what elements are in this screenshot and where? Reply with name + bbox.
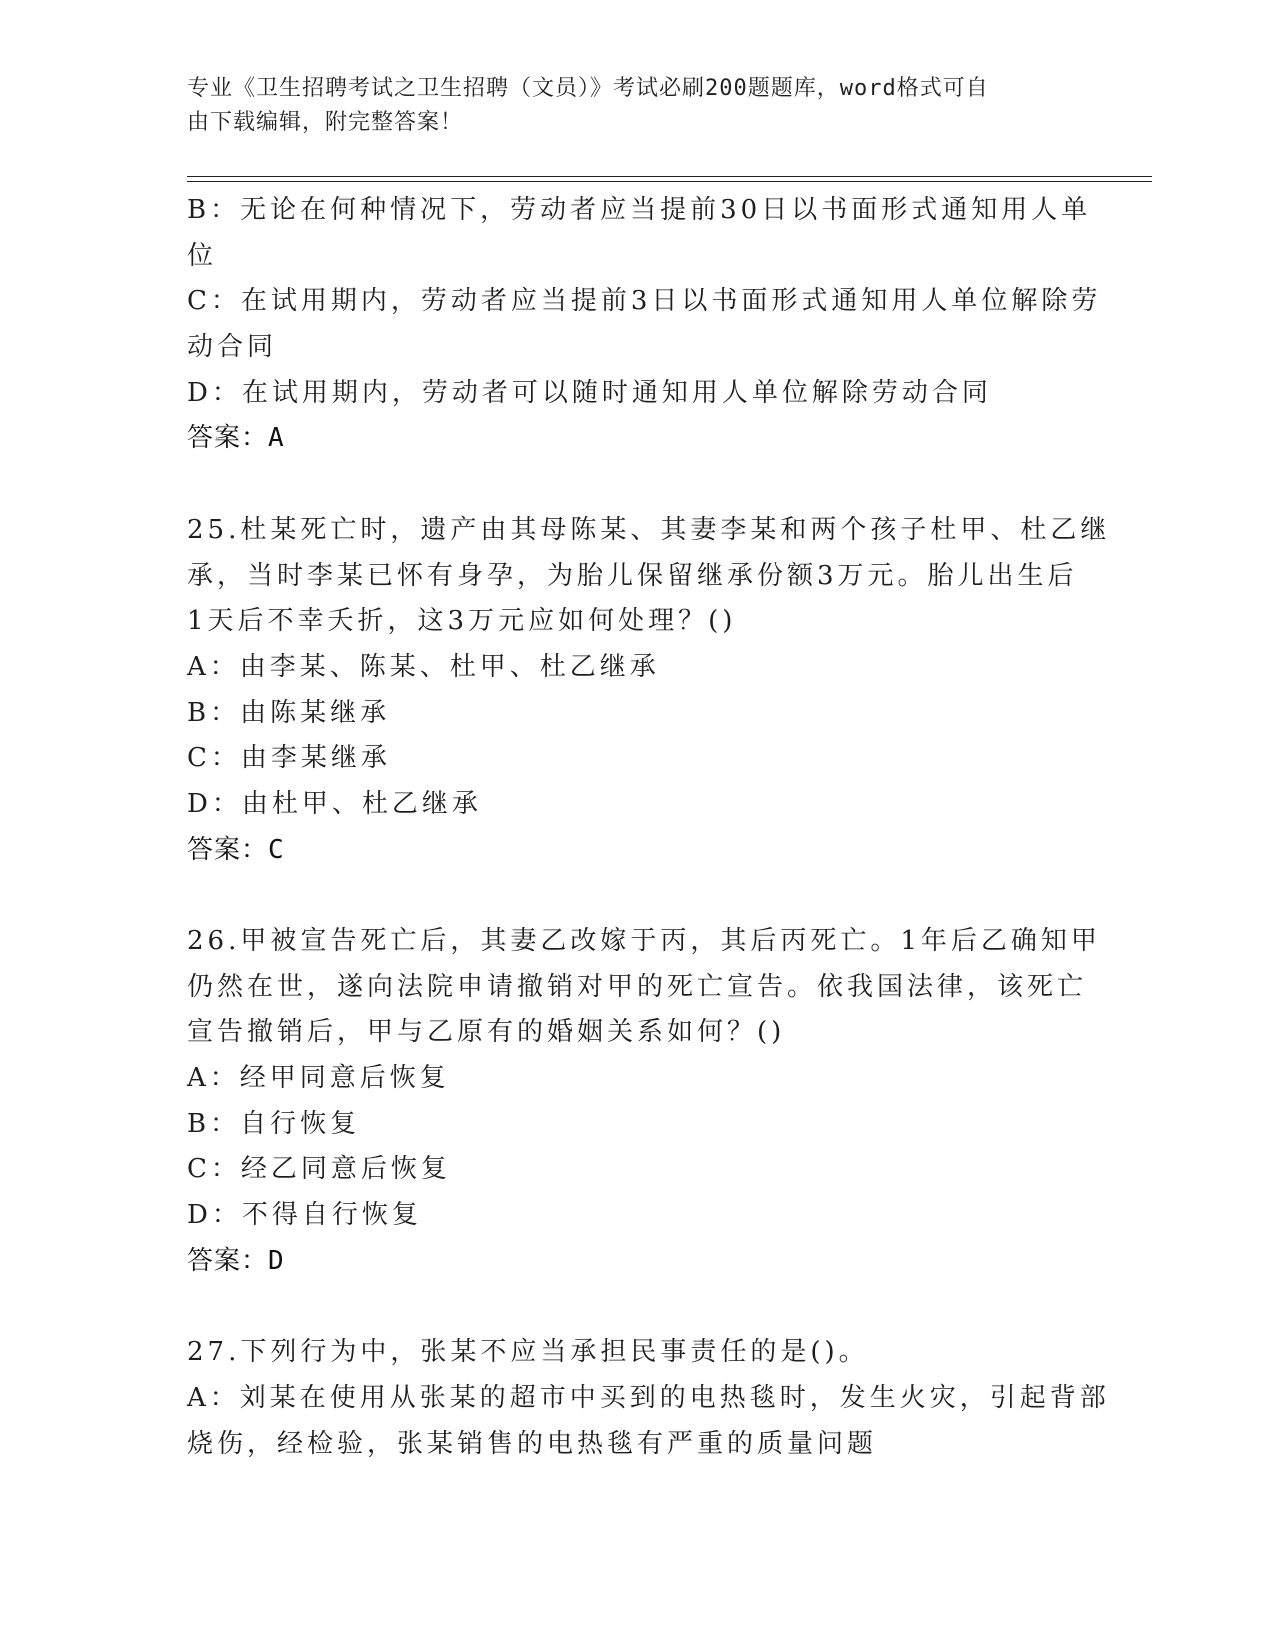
spacer	[187, 462, 1087, 508]
header-line-2: 由下载编辑，附完整答案！	[187, 110, 464, 135]
option-b-line-1: B：无论在何种情况下，劳动者应当提前30日以书面形式通知用人单	[187, 195, 1092, 225]
question-stem-line-3: 1天后不幸夭折，这3万元应如何处理？()	[187, 606, 737, 637]
option-a-line-1: A：刘某在使用从张某的超市中买到的电热毯时，发生火灾，引起背部	[187, 1382, 1110, 1413]
document-body	[187, 188, 1111, 1467]
option-c: C：经乙同意后恢复	[187, 1154, 451, 1185]
document-header	[187, 72, 1067, 140]
question-stem-line-2: 仍然在世，遂向法院申请撤销对甲的死亡宣告。依我国法律，该死亡	[187, 971, 1088, 1002]
question-stem-line-1: 26.甲被宣告死亡后，其妻乙改嫁于丙，其后丙死亡。1年后乙确知甲	[187, 926, 1101, 956]
option-a-line-2: 烧伤，经检验，张某销售的电热毯有严重的质量问题	[187, 1428, 878, 1459]
option-c-line-2: 动合同	[187, 332, 278, 363]
option-d: D：在试用期内，劳动者可以随时通知用人单位解除劳动合同	[187, 377, 992, 408]
question-27	[187, 1330, 1110, 1467]
question-26	[187, 919, 1101, 1285]
option-c-line-1: C：在试用期内，劳动者应当提前3日以书面形式通知用人单位解除劳	[187, 286, 1102, 317]
question-stem-line-1: 27.下列行为中，张某不应当承担民事责任的是()。	[187, 1337, 869, 1368]
option-a: A：经甲同意后恢复	[187, 1063, 450, 1094]
option-a: A：由李某、陈某、杜甲、杜乙继承	[187, 651, 660, 682]
header-line-1: 专业《卫生招聘考试之卫生招聘（文员）》考试必刷200题题库，word格式可自	[187, 76, 989, 101]
question-stem-line-1: 25.杜某死亡时，遗产由其母陈某、其妻李某和两个孩子杜甲、杜乙继	[187, 514, 1111, 545]
option-b-line-2: 位	[187, 240, 218, 271]
question-stem-line-2: 承，当时李某已怀有身孕，为胎儿保留继承份额3万元。胎儿出生后	[187, 560, 1078, 591]
question-25	[187, 508, 1111, 874]
header-rule-top	[187, 176, 1152, 177]
option-d: D：不得自行恢复	[187, 1200, 422, 1231]
answer: 答案：A	[187, 423, 285, 454]
spacer	[187, 1285, 1087, 1331]
option-c: C：由李某继承	[187, 743, 391, 774]
option-b: B：由陈某继承	[187, 697, 391, 728]
option-d: D：由杜甲、杜乙继承	[187, 788, 482, 819]
previous-question-tail	[187, 188, 1102, 462]
question-stem-line-3: 宣告撤销后，甲与乙原有的婚姻关系如何？()	[187, 1017, 786, 1048]
spacer	[187, 873, 1087, 919]
option-b: B：自行恢复	[187, 1108, 361, 1139]
answer: 答案：D	[187, 1245, 285, 1276]
header-rule-bottom	[187, 181, 1152, 182]
answer: 答案：C	[187, 834, 285, 865]
